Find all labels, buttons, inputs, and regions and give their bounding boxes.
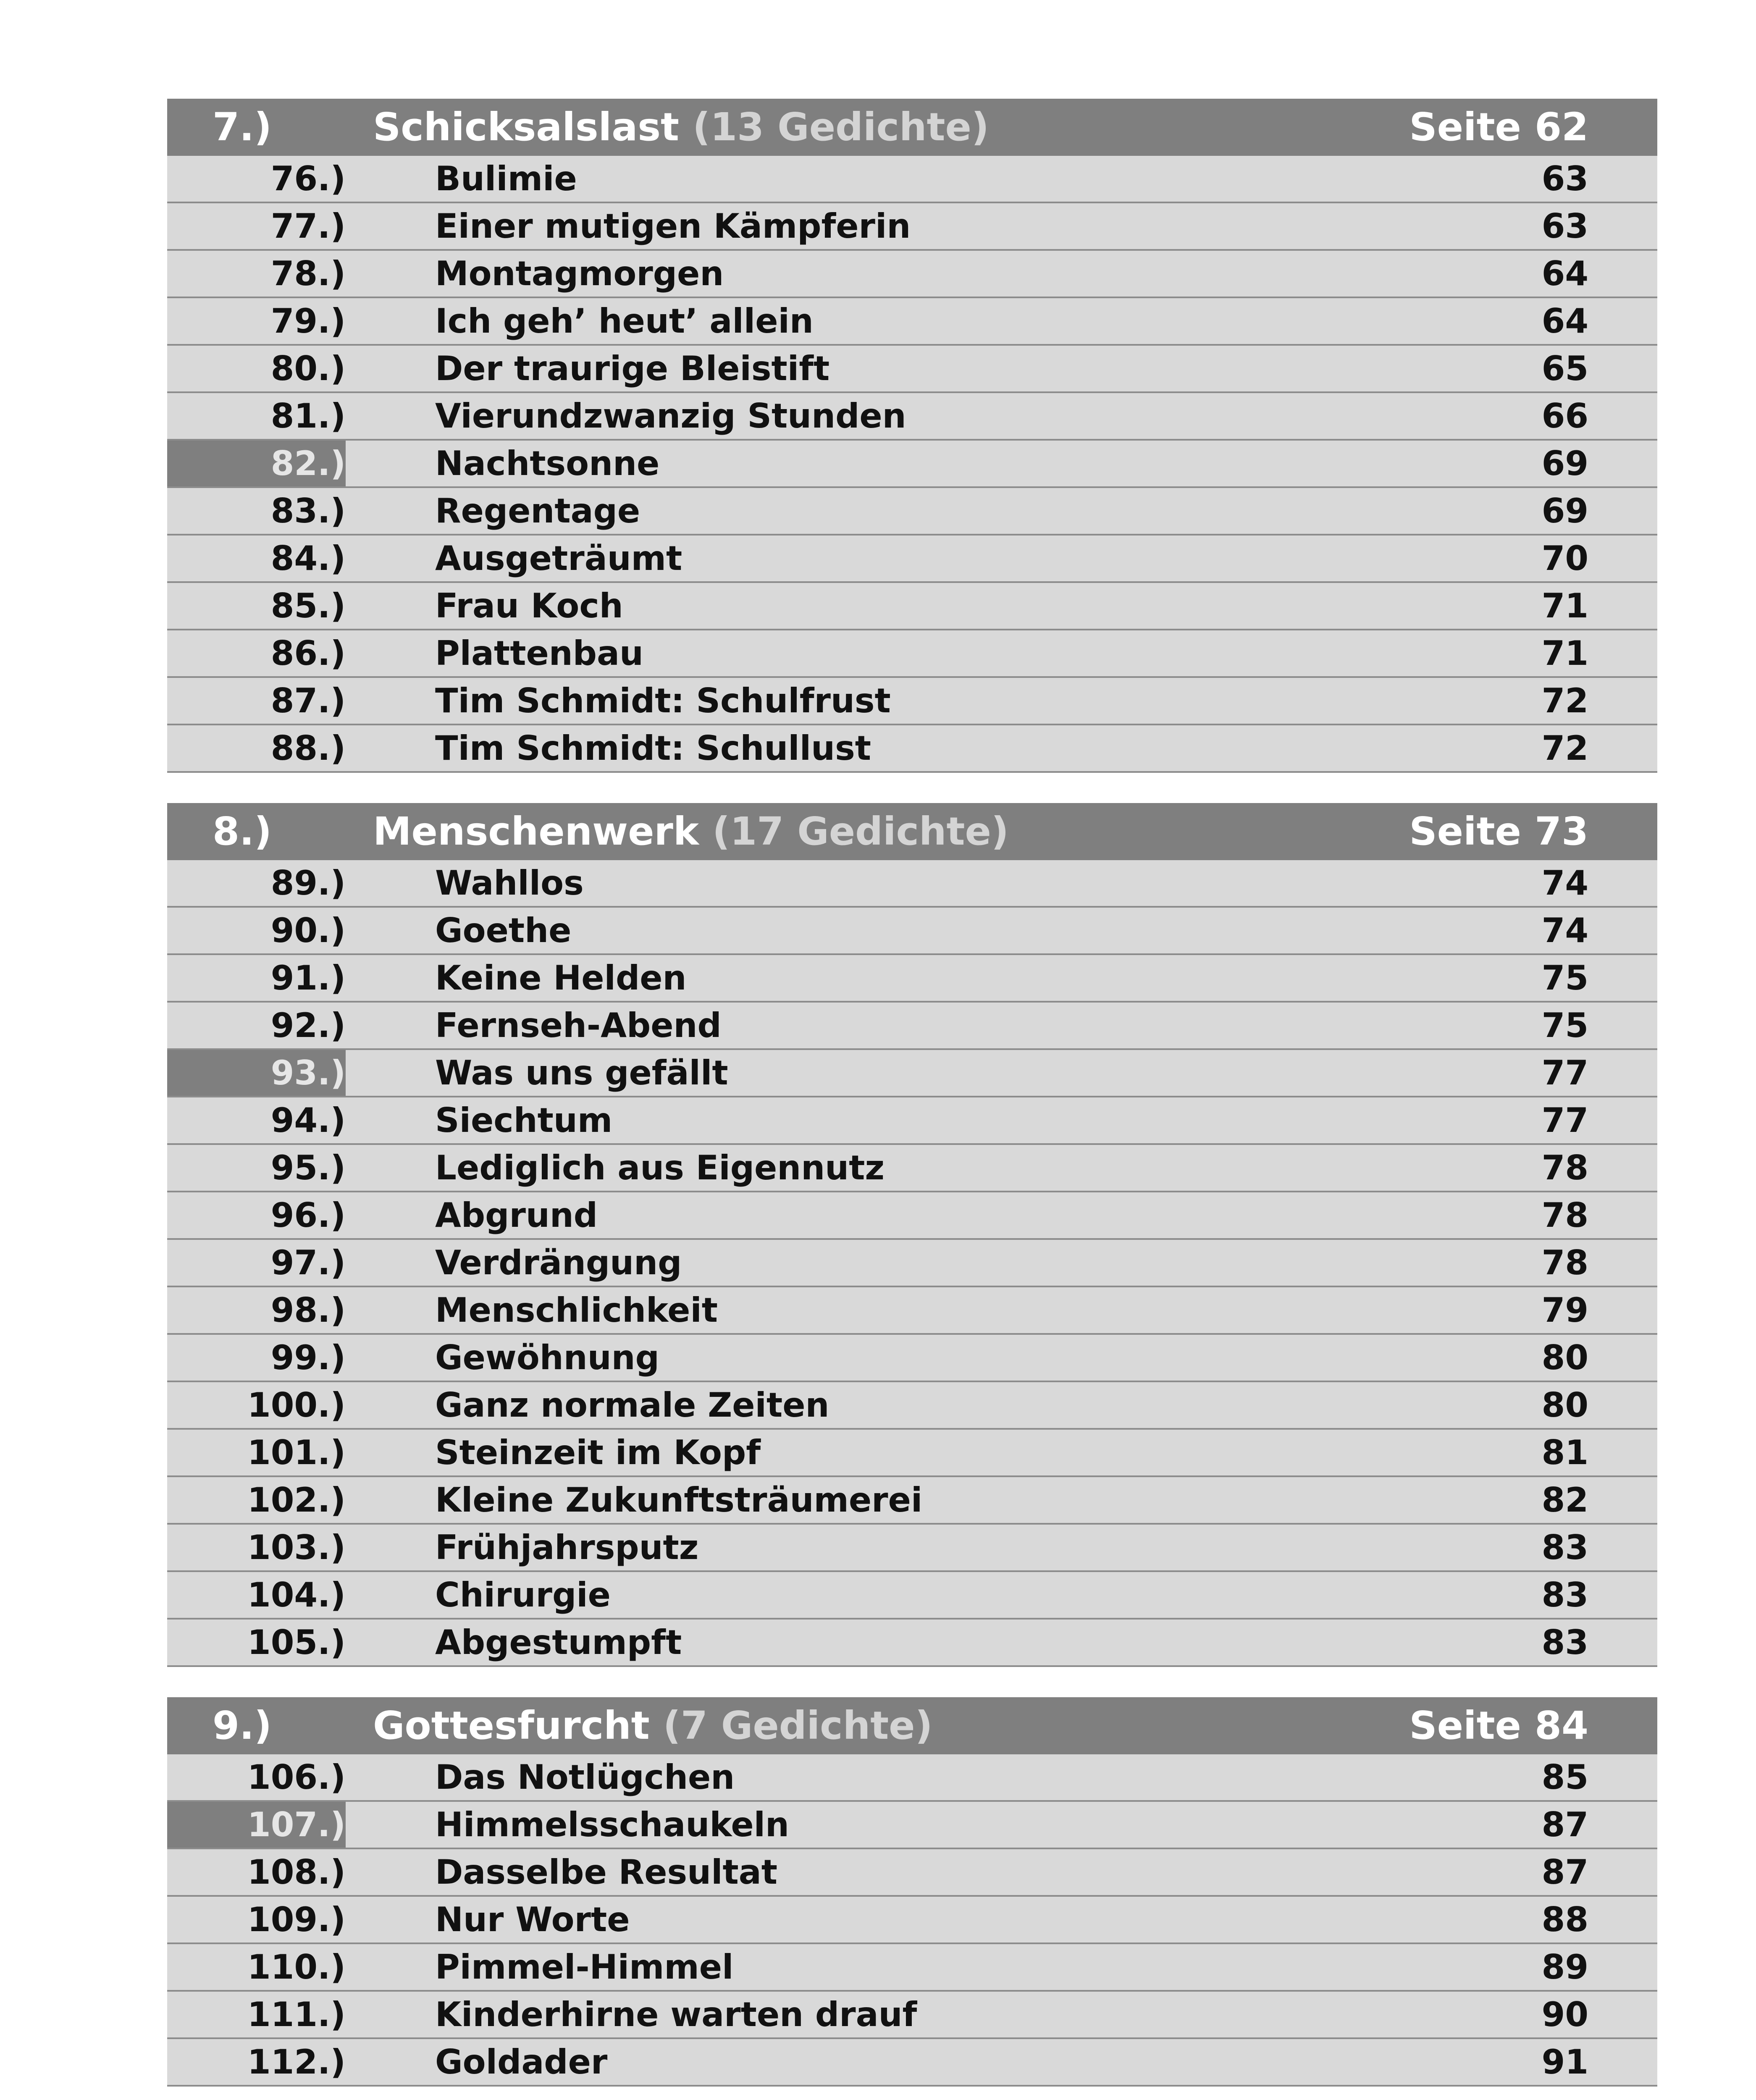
entry-page: 88 (1541, 1900, 1588, 1939)
section-poem-count: (17 Gedichte) (712, 809, 1009, 854)
entry-title: Montagmorgen (435, 254, 724, 293)
entry-title: Einer mutigen Kämpferin (435, 207, 911, 246)
entry-number: 104.) (247, 1575, 346, 1614)
entry-title: Tim Schmidt: Schulfrust (435, 681, 891, 720)
entry-title: Abgrund (435, 1196, 598, 1235)
entry-title: Plattenbau (435, 634, 643, 673)
entry-page: 77 (1541, 1101, 1588, 1140)
entry-number: 106.) (247, 1758, 346, 1797)
entry-number: 102.) (247, 1480, 346, 1520)
entry-page: 89 (1541, 1948, 1588, 1987)
entry-number: 78.) (270, 254, 346, 293)
entry-page: 69 (1541, 444, 1588, 483)
entry-page: 72 (1541, 729, 1588, 768)
toc-entry[interactable] (167, 346, 1657, 393)
entry-title: Pimmel-Himmel (435, 1948, 734, 1987)
toc-entry[interactable] (167, 725, 1657, 773)
entry-number: 87.) (270, 681, 346, 720)
entry-title: Keine Helden (435, 958, 687, 998)
section-number: 7.) (213, 105, 272, 150)
entry-number: 93.) (167, 1050, 346, 1096)
toc-entry[interactable] (167, 583, 1657, 630)
entry-page: 87 (1541, 1853, 1588, 1892)
toc-entry[interactable] (167, 298, 1657, 346)
entry-number: 77.) (270, 207, 346, 246)
entry-number: 85.) (270, 586, 346, 625)
entry-number: 81.) (270, 396, 346, 436)
toc-entry[interactable] (167, 1572, 1657, 1620)
toc-entry[interactable] (167, 678, 1657, 725)
toc-section (167, 1697, 1657, 2087)
entry-page: 83 (1541, 1623, 1588, 1662)
section-poem-count: (7 Gedichte) (663, 1703, 933, 1748)
entry-title: Nachtsonne (435, 444, 660, 483)
entry-page: 80 (1541, 1386, 1588, 1425)
section-title-group (373, 99, 989, 156)
toc-entry[interactable] (167, 251, 1657, 298)
entry-number: 110.) (247, 1948, 346, 1987)
entry-title: Das Notlügchen (435, 1758, 735, 1797)
entry-title: Verdrängung (435, 1243, 682, 1282)
toc-entry[interactable] (167, 1525, 1657, 1572)
entry-number: 80.) (270, 349, 346, 388)
entry-title: Was uns gefällt (435, 1053, 728, 1092)
toc-entry[interactable] (167, 908, 1657, 955)
entry-title: Goldader (435, 2042, 608, 2082)
entry-page: 65 (1541, 349, 1588, 388)
entry-page: 72 (1541, 681, 1588, 720)
entry-number: 79.) (270, 302, 346, 341)
entry-number: 100.) (247, 1386, 346, 1425)
entry-number: 109.) (247, 1900, 346, 1939)
entry-title: Siechtum (435, 1101, 613, 1140)
entry-title: Himmelsschaukeln (435, 1805, 790, 1844)
entry-page: 63 (1541, 207, 1588, 246)
entry-number: 112.) (247, 2042, 346, 2082)
section-title: Menschenwerk (373, 809, 699, 854)
entry-page: 66 (1541, 396, 1588, 436)
entry-title: Nur Worte (435, 1900, 630, 1939)
toc-entry[interactable] (167, 1050, 1657, 1097)
entry-page: 74 (1541, 911, 1588, 950)
section-title: Gottesfurcht (373, 1703, 650, 1748)
entry-title: Abgestumpft (435, 1623, 682, 1662)
entry-number: 84.) (270, 539, 346, 578)
entry-page: 85 (1541, 1758, 1588, 1797)
entry-page: 83 (1541, 1528, 1588, 1567)
toc-entry[interactable] (167, 1287, 1657, 1335)
entry-page: 90 (1541, 1995, 1588, 2034)
section-header (167, 99, 1657, 156)
section-header (167, 803, 1657, 860)
entry-title: Wahllos (435, 864, 584, 903)
toc-entry[interactable] (167, 1849, 1657, 1897)
entry-page: 81 (1541, 1433, 1588, 1472)
entry-page: 75 (1541, 1006, 1588, 1045)
entry-number: 103.) (247, 1528, 346, 1567)
toc-section (167, 99, 1657, 773)
toc-entry[interactable] (167, 441, 1657, 488)
toc-entry[interactable] (167, 2039, 1657, 2087)
toc-entry[interactable] (167, 536, 1657, 583)
section-title-group (373, 1697, 933, 1754)
entry-title: Kleine Zukunftsträumerei (435, 1480, 923, 1520)
entry-number: 96.) (270, 1196, 346, 1235)
entry-number: 95.) (270, 1148, 346, 1187)
entry-title: Kinderhirne warten drauf (435, 1995, 917, 2034)
entry-title: Fernseh-Abend (435, 1006, 722, 1045)
entry-title: Tim Schmidt: Schullust (435, 729, 871, 768)
section-title-group (373, 803, 1009, 860)
entry-page: 83 (1541, 1575, 1588, 1614)
entry-number: 92.) (270, 1006, 346, 1045)
entry-page: 64 (1541, 254, 1588, 293)
toc-entry[interactable] (167, 1477, 1657, 1525)
entry-number: 82.) (167, 441, 346, 486)
toc-entry[interactable] (167, 1240, 1657, 1287)
toc-entry[interactable] (167, 1944, 1657, 1992)
section-header (167, 1697, 1657, 1754)
toc-entry[interactable] (167, 156, 1657, 203)
entry-number: 111.) (247, 1995, 346, 2034)
entry-page: 80 (1541, 1338, 1588, 1377)
entry-page: 79 (1541, 1291, 1588, 1330)
entry-number: 88.) (270, 729, 346, 768)
toc-entry[interactable] (167, 1620, 1657, 1667)
entry-number: 76.) (270, 159, 346, 198)
toc-section (167, 803, 1657, 1667)
entry-number: 108.) (247, 1853, 346, 1892)
entry-title: Lediglich aus Eigennutz (435, 1148, 885, 1187)
section-page: Seite 84 (1409, 1703, 1588, 1748)
section-page: Seite 73 (1409, 809, 1588, 854)
entry-page: 71 (1541, 634, 1588, 673)
toc-entry[interactable] (167, 1992, 1657, 2039)
table-of-contents (167, 99, 1657, 2100)
entry-page: 70 (1541, 539, 1588, 578)
entry-page: 87 (1541, 1805, 1588, 1844)
section-page: Seite 62 (1409, 105, 1588, 150)
toc-entry[interactable] (167, 1335, 1657, 1382)
entry-title: Ganz normale Zeiten (435, 1386, 829, 1425)
entry-page: 78 (1541, 1196, 1588, 1235)
entry-page: 78 (1541, 1243, 1588, 1282)
section-title: Schicksalslast (373, 105, 680, 150)
entry-page: 82 (1541, 1480, 1588, 1520)
entry-page: 77 (1541, 1053, 1588, 1092)
entry-page: 78 (1541, 1148, 1588, 1187)
entry-title: Vierundzwanzig Stunden (435, 396, 906, 436)
section-number: 9.) (213, 1703, 272, 1748)
toc-entry[interactable] (167, 1192, 1657, 1240)
toc-entry[interactable] (167, 393, 1657, 441)
toc-entry[interactable] (167, 1097, 1657, 1145)
entry-title: Dasselbe Resultat (435, 1853, 777, 1892)
entry-number: 86.) (270, 634, 346, 673)
entry-number: 91.) (270, 958, 346, 998)
toc-entry[interactable] (167, 630, 1657, 678)
entry-page: 74 (1541, 864, 1588, 903)
entry-number: 90.) (270, 911, 346, 950)
toc-entry[interactable] (167, 860, 1657, 908)
section-poem-count: (13 Gedichte) (693, 105, 989, 150)
toc-entry[interactable] (167, 1897, 1657, 1944)
entry-number: 105.) (247, 1623, 346, 1662)
entry-title: Menschlichkeit (435, 1291, 718, 1330)
entry-page: 64 (1541, 302, 1588, 341)
toc-entry[interactable] (167, 203, 1657, 251)
toc-entry[interactable] (167, 1382, 1657, 1430)
toc-entry[interactable] (167, 1145, 1657, 1192)
entry-number: 89.) (270, 864, 346, 903)
entry-number: 107.) (167, 1802, 346, 1848)
toc-entry[interactable] (167, 488, 1657, 536)
entry-page: 71 (1541, 586, 1588, 625)
entry-title: Gewöhnung (435, 1338, 659, 1377)
entry-page: 75 (1541, 958, 1588, 998)
toc-entry[interactable] (167, 1430, 1657, 1477)
section-number: 8.) (213, 809, 272, 854)
entry-title: Frau Koch (435, 586, 623, 625)
entry-number: 98.) (270, 1291, 346, 1330)
entry-title: Ausgeträumt (435, 539, 682, 578)
toc-entry[interactable] (167, 1754, 1657, 1802)
toc-entry[interactable] (167, 955, 1657, 1003)
entry-number: 83.) (270, 491, 346, 530)
entry-number: 94.) (270, 1101, 346, 1140)
entry-title: Chirurgie (435, 1575, 611, 1614)
entry-title: Der traurige Bleistift (435, 349, 830, 388)
entry-number: 101.) (247, 1433, 346, 1472)
entry-page: 63 (1541, 159, 1588, 198)
toc-entry[interactable] (167, 1802, 1657, 1849)
entry-title: Steinzeit im Kopf (435, 1433, 761, 1472)
entry-title: Regentage (435, 491, 640, 530)
entry-title: Bulimie (435, 159, 577, 198)
entry-title: Ich geh’ heut’ allein (435, 302, 814, 341)
entry-number: 99.) (270, 1338, 346, 1377)
entry-page: 91 (1541, 2042, 1588, 2082)
toc-entry[interactable] (167, 1003, 1657, 1050)
entry-page: 69 (1541, 491, 1588, 530)
entry-number: 97.) (270, 1243, 346, 1282)
entry-title: Frühjahrsputz (435, 1528, 699, 1567)
entry-title: Goethe (435, 911, 572, 950)
